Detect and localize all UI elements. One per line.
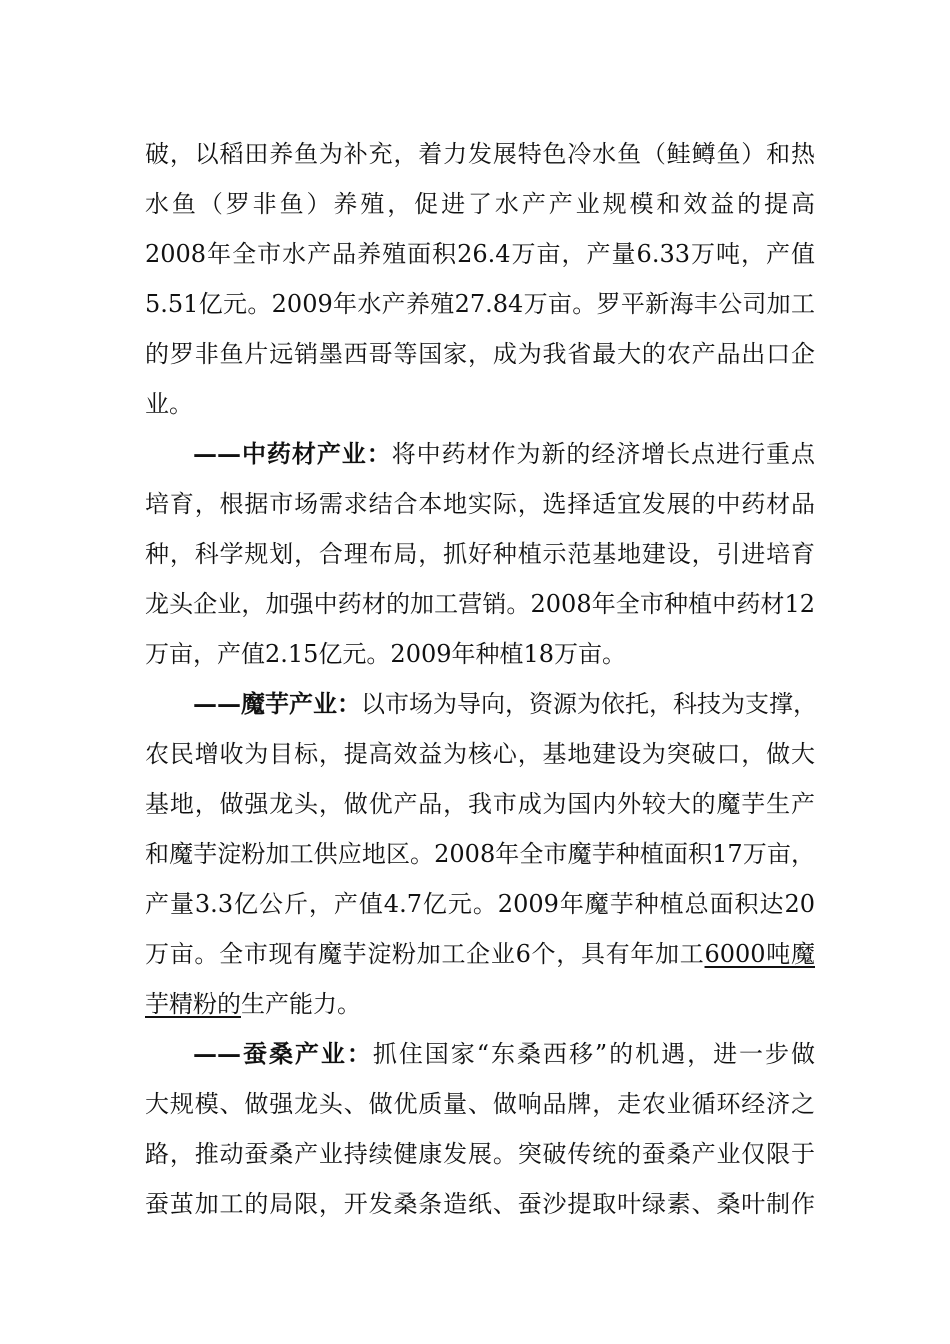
- text-line: [145, 936, 815, 972]
- section-line-medicine: [193, 436, 815, 472]
- text-line: 基地，做强龙头，做优产品，我市成为国内外较大的魔芋生产: [145, 790, 815, 818]
- underlined-text: 芋精粉的: [145, 990, 241, 1018]
- text-line: 破，以稻田养鱼为补充，着力发展特色冷水鱼（鲑鳟鱼）和热: [145, 140, 815, 168]
- section-heading: ——蚕桑产业：: [193, 1039, 373, 1068]
- text-line: 培育，根据市场需求结合本地实际，选择适宜发展的中药材品: [145, 490, 815, 518]
- underlined-text: 6000吨魔: [704, 940, 815, 968]
- text-line: 大规模、做强龙头、做优质量、做响品牌，走农业循环经济之: [145, 1090, 815, 1118]
- section-heading: ——魔芋产业：: [193, 689, 361, 718]
- text-line: [145, 986, 815, 1022]
- text-line: 蚕茧加工的局限，开发桑条造纸、蚕沙提取叶绿素、桑叶制作: [145, 1190, 815, 1218]
- text-span: 万亩。全市现有魔芋淀粉加工企业6个，具有年加工: [145, 940, 705, 968]
- text-line: 种，科学规划，合理布局，抓好种植示范基地建设，引进培育: [145, 540, 815, 568]
- text-line: 业。: [145, 390, 193, 418]
- text-line: 的罗非鱼片远销墨西哥等国家，成为我省最大的农产品出口企: [145, 340, 815, 368]
- text-line: 5.51亿元。2009年水产养殖27.84万亩。罗平新海丰公司加工: [145, 290, 815, 318]
- text-line: 路，推动蚕桑产业持续健康发展。突破传统的蚕桑产业仅限于: [145, 1140, 815, 1168]
- text-line: 2008年全市水产品养殖面积26.4万亩，产量6.33万吨，产值: [145, 240, 815, 268]
- section-line-sericulture: [193, 1036, 815, 1072]
- text-line: 产量3.3亿公斤，产值4.7亿元。2009年魔芋种植总面积达20: [145, 890, 815, 918]
- text-line: 万亩，产值2.15亿元。2009年种植18万亩。: [145, 640, 627, 668]
- text-line: 农民增收为目标，提高效益为核心，基地建设为突破口，做大: [145, 740, 815, 768]
- text-span: 将中药材作为新的经济增长点进行重点: [391, 440, 816, 468]
- section-heading: ——中药材产业：: [193, 439, 392, 468]
- section-line-konjac: [193, 686, 815, 722]
- text-line: 水鱼（罗非鱼）养殖，促进了水产产业规模和效益的提高: [145, 190, 815, 218]
- text-line: 和魔芋淀粉加工供应地区。2008年全市魔芋种植面积17万亩，: [145, 840, 815, 868]
- text-line: 龙头企业，加强中药材的加工营销。2008年全市种植中药材12: [145, 590, 815, 618]
- text-span: 抓住国家“东桑西移”的机遇，进一步做: [372, 1040, 815, 1068]
- text-span: 生产能力。: [241, 990, 361, 1018]
- text-span: 以市场为导向，资源为依托，科技为支撑，: [361, 690, 817, 718]
